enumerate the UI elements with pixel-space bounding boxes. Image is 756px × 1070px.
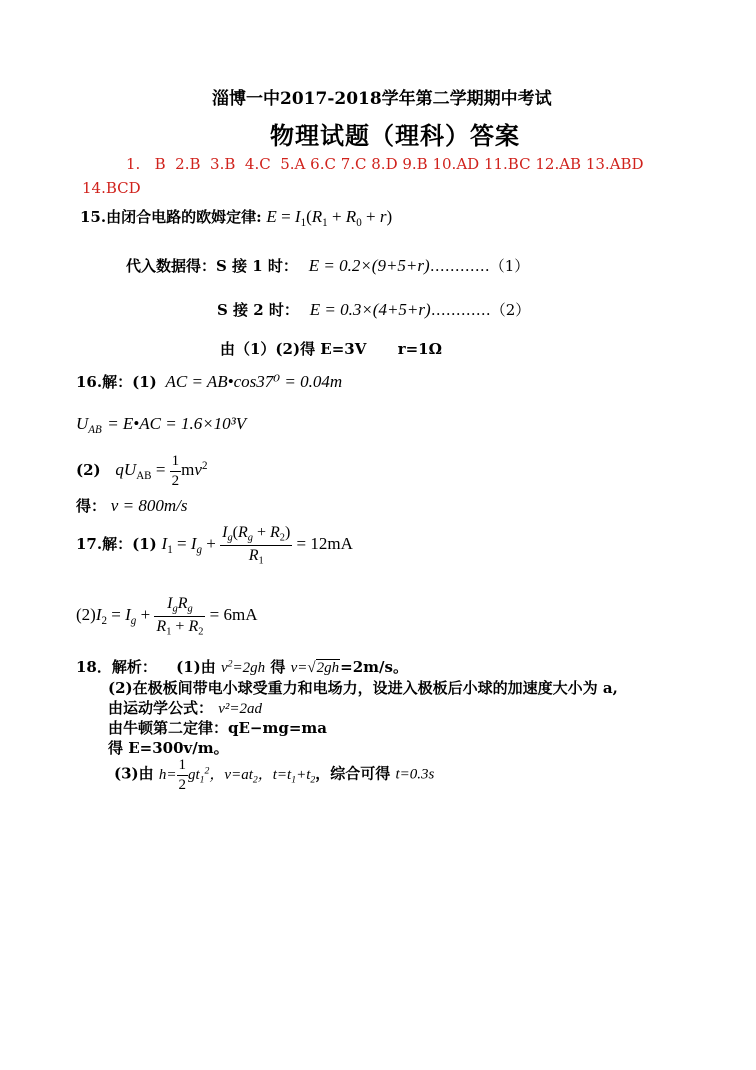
q18-p3-equation: v²=2ad <box>218 701 263 717</box>
q18-p5: 得 E=300v/m。 <box>108 739 229 757</box>
q15-s2-equation: E = 0.3×(4+5+r) <box>309 300 431 319</box>
q18-p6-equations: h= $\frac{1}{2}$ $gt_1^2$，$v=at_2$，$t=t_1+t_2$ <box>158 757 316 793</box>
q18-p6a: (3)由 <box>114 764 154 783</box>
q17-part2 <box>76 594 258 638</box>
q17-eq1-result: = 12mA <box>296 534 353 554</box>
mc-answers-line1: 1. B 2.B 3.B 4.C 5.A 6.C 7.C 8.D 9.B 10.AD 11.BC 12.AB 13.ABD <box>126 155 644 173</box>
q15-s2-tag: …………（2） <box>430 301 531 319</box>
exam-title: 淄博一中2017-2018学年第二学期期中考试 <box>212 89 552 109</box>
q15-case2 <box>217 299 530 320</box>
q18-p6-result: t=0.3s <box>395 766 435 783</box>
q15-ohm-law-equation: $E = I_1(R_1 + R_0 + r)$ <box>266 207 393 229</box>
q15-s1-tag: …………（1） <box>429 257 530 275</box>
q17-part2-label: (2) <box>76 605 96 625</box>
q16-result: v = 800m/s <box>110 496 188 515</box>
q15-block <box>80 206 392 229</box>
q16-result-line <box>76 495 187 516</box>
q18-p1a: (1)由 <box>176 658 216 676</box>
q17-label: 17.解：(1) <box>76 535 157 554</box>
q18-p1c: =2m/s。 <box>340 658 408 676</box>
q17-part1 <box>76 523 353 567</box>
q15-result: 由（1）(2)得 E=3V r=1Ω <box>220 340 442 358</box>
q16-energy-equation: $qU_{AB}$ = $\frac{1}{2}$ $mv^2$ <box>115 453 208 489</box>
q16-voltage-line <box>76 414 246 436</box>
q18-p1-velocity: v=√2gh <box>290 660 340 676</box>
q18-p1-equation: $v^2=2gh$ <box>220 658 266 676</box>
q18-p6-line <box>114 756 434 795</box>
q16-part2 <box>76 452 207 491</box>
q15-case1 <box>126 255 529 276</box>
q15-intro: 15.由闭合电路的欧姆定律: <box>80 208 262 226</box>
q16-eq1: AC = AB•cos37⁰ = 0.04m <box>165 372 343 391</box>
q18-line1 <box>76 656 408 677</box>
q15-s1-equation: E = 0.2×(9+5+r) <box>308 256 430 275</box>
q15-s2-label: S 接 2 时： <box>217 301 299 319</box>
q18-p6b: ，综合可得 <box>315 764 391 783</box>
q15-sub-label: 代入数据得：S 接 1 时： <box>126 257 298 275</box>
q18-p3: 由运动学公式： <box>108 699 214 717</box>
q17-eq2: $I_2 = I_g$ + $\frac{I_gR_g}{R_1 + R_2}$ = 6mA <box>95 595 258 638</box>
q18-label: 18．解析： <box>76 658 157 676</box>
q16-uab-symbol: $U_{AB}$ <box>76 414 102 436</box>
q17-eq1: $I_1 = I_g$ + $\frac{I_g(R_g + R_2)}{R_1}$ = 12mA <box>161 524 353 567</box>
subject-title: 物理试题（理科）答案 <box>270 121 520 150</box>
q16-label: 16.解：(1) <box>76 373 157 391</box>
mc-answers-line2: 14.BCD <box>82 179 141 197</box>
q16-result-label: 得： <box>76 497 107 515</box>
q16-part2-label: (2) <box>76 461 101 480</box>
q16-part1 <box>76 371 342 392</box>
q17-eq2-result: = 6mA <box>209 605 258 625</box>
q18-p2: (2)在极板间带电小球受重力和电场力，设进入极板后小球的加速度大小为 a, <box>108 679 618 697</box>
q18-p1b: 得 <box>270 658 286 676</box>
q18-p3-line <box>108 697 262 718</box>
q18-p4: 由牛顿第二定律：qE−mg=ma <box>108 719 328 737</box>
q16-eq2: = E•AC = 1.6×10³V <box>107 414 247 433</box>
